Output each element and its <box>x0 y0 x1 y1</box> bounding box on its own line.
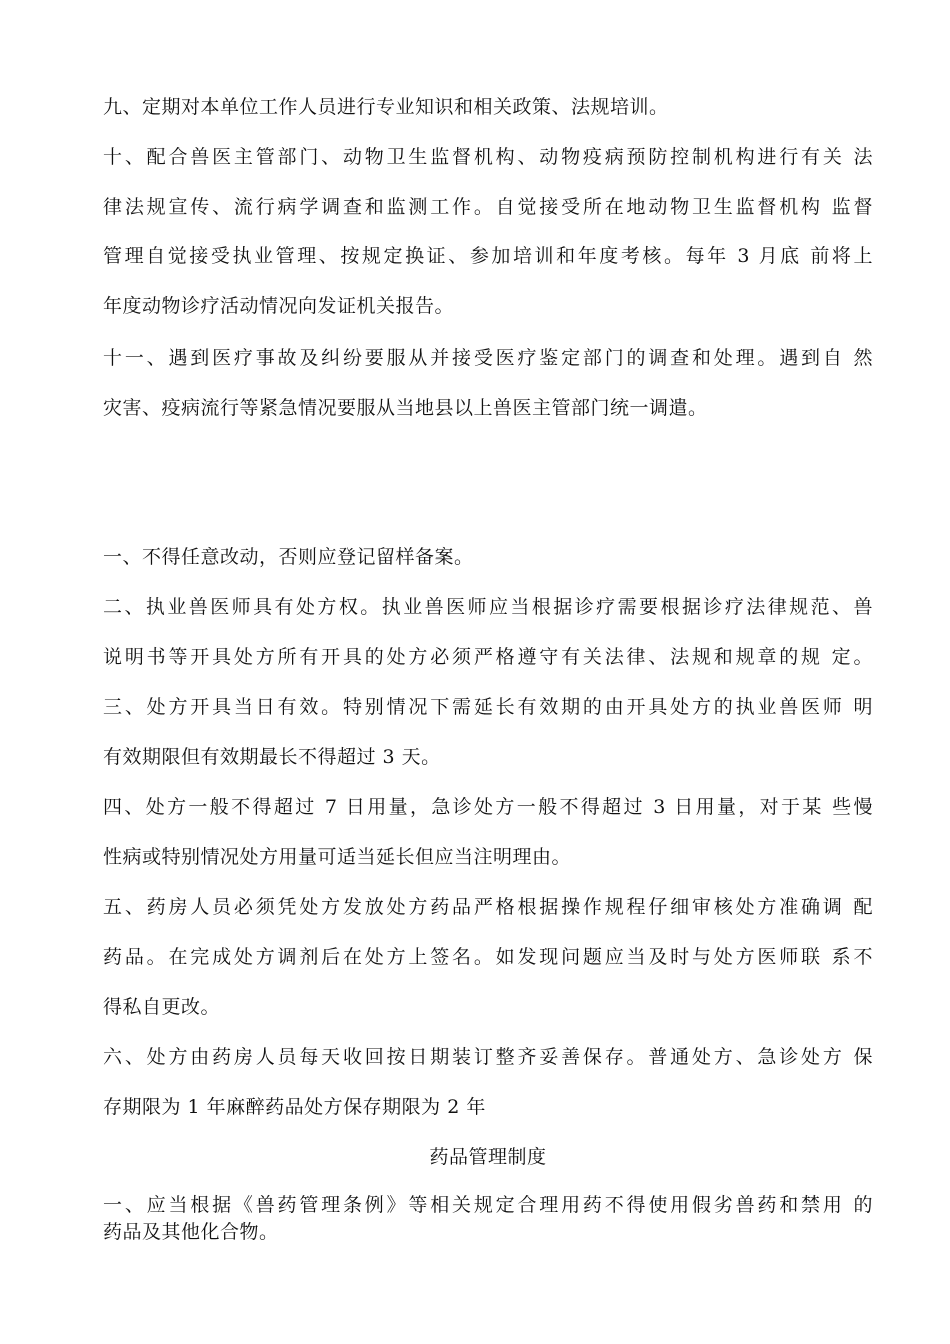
rule-1-line-1: 一、不得任意改动，否则应登记留样备案。 <box>103 546 474 568</box>
rule-6-line-2: 存期限为 1 年麻醉药品处方保存期限为 2 年 <box>103 1096 486 1118</box>
rule-4-line-1: 四、处方一般不得超过 7 日用量，急诊处方一般不得超过 3 日用量，对于某 些慢 <box>103 796 873 818</box>
rule-5-line-1: 五、药房人员必须凭处方发放处方药品严格根据操作规程仔细审核处方准确调 配 <box>103 896 873 918</box>
section-title: 药品管理制度 <box>429 1146 547 1168</box>
drug-rule-1-line-2: 药品及其他化合物。 <box>103 1221 279 1243</box>
rule-6-line-1: 六、处方由药房人员每天收回按日期装订整齐妥善保存。普通处方、急诊处方 保 <box>103 1046 873 1068</box>
paragraph-10-line-1: 十、配合兽医主管部门、动物卫生监督机构、动物疫病预防控制机构进行有关 法 <box>103 146 873 168</box>
rule-2-line-2: 说明书等开具处方所有开具的处方必须严格遵守有关法律、法规和规章的规 定。 <box>103 646 873 668</box>
rule-5-line-2: 药品。在完成处方调剂后在处方上签名。如发现问题应当及时与处方医师联 系不 <box>103 946 873 968</box>
rule-3-line-1: 三、处方开具当日有效。特别情况下需延长有效期的由开具处方的执业兽医师 明 <box>103 696 873 718</box>
paragraph-9-line-1: 九、定期对本单位工作人员进行专业知识和相关政策、法规培训。 <box>103 96 669 118</box>
rule-5-line-3: 得私自更改。 <box>103 996 221 1018</box>
paragraph-11-line-2: 灾害、疫病流行等紧急情况要服从当地县以上兽医主管部门统一调遣。 <box>103 397 708 419</box>
rule-2-line-1: 二、执业兽医师具有处方权。执业兽医师应当根据诊疗需要根据诊疗法律规范、兽 <box>103 596 873 618</box>
paragraph-10-line-4: 年度动物诊疗活动情况向发证机关报告。 <box>103 295 455 317</box>
rule-4-line-2: 性病或特别情况处方用量可适当延长但应当注明理由。 <box>103 846 572 868</box>
paragraph-11-line-1: 十一、遇到医疗事故及纠纷要服从并接受医疗鉴定部门的调查和处理。遇到自 然 <box>103 347 873 369</box>
rule-3-line-2: 有效期限但有效期最长不得超过 3 天。 <box>103 746 441 768</box>
paragraph-10-line-2: 律法规宣传、流行病学调查和监测工作。自觉接受所在地动物卫生监督机构 监督 <box>103 196 873 218</box>
paragraph-10-line-3: 管理自觉接受执业管理、按规定换证、参加培训和年度考核。每年 3 月底 前将上 <box>103 245 873 267</box>
drug-rule-1-line-1: 一、应当根据《兽药管理条例》等相关规定合理用药不得使用假劣兽药和禁用 的 <box>103 1194 873 1216</box>
